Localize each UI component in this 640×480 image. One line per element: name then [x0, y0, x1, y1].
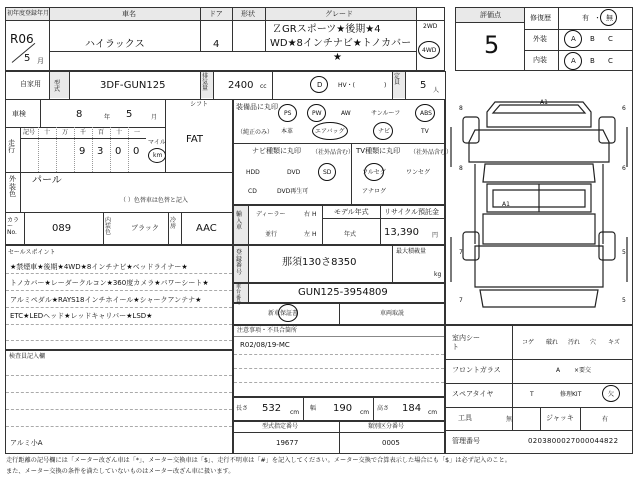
recycle-value: 13,390 [384, 227, 419, 238]
int-b: B [590, 57, 595, 65]
navi-dvd-play: DVD再生可 [277, 188, 309, 195]
navi-cd: CD [248, 188, 257, 195]
import-right: 右 [304, 211, 311, 218]
grade-line1: ＺGRスポーツ★後期★4 [272, 24, 381, 35]
sales-label: セールスポイント [8, 249, 56, 256]
import-dealer: ディーラー [256, 211, 286, 218]
sales-line-4: ETC★LEDヘッド★レッドキャリパー★LSD★ [10, 312, 153, 320]
name-label: 車名 [122, 10, 136, 18]
drive-2wd: 2WD [423, 23, 438, 30]
eq-ps: PS [284, 110, 292, 117]
diagram-7a: 7 [459, 249, 463, 256]
capacity-value: 5 [420, 80, 427, 91]
displacement-value: 2400 [228, 80, 254, 91]
tv-sub: （社外品含む） [410, 149, 453, 156]
repair-label: 修復歴 [530, 14, 551, 22]
tv-fullseg-circle [364, 163, 384, 181]
equipment-sub: （純正のみ） [237, 129, 274, 136]
sales-line-2: トノカバー★レーダークルコン★360度カメラ★パワーシート★ [10, 279, 209, 287]
mileage-digit-header: 千 [80, 129, 87, 136]
grade-line2: WD★8インチナビ★トノカバー [270, 38, 412, 49]
model-year-label: モデル年式 [334, 208, 369, 216]
interior-item-1: コゲ [522, 339, 535, 346]
color-code-label: カラーNo. [7, 217, 20, 236]
mileage-digit-header: 十 [44, 129, 51, 136]
color-code-value: 089 [52, 223, 72, 234]
new-cert-circle [278, 304, 298, 322]
model-label: 型式 [54, 80, 61, 93]
mileage-label: 走行 [8, 139, 15, 154]
eq-airbag: エアバッグ [315, 128, 345, 135]
tv-title: TV種類に丸印 [356, 147, 401, 155]
diagram-a1-top: A1 [540, 99, 548, 106]
repair-yes: 有 [582, 14, 589, 22]
model-value: 3DF-GUN125 [100, 80, 166, 91]
eq-navi-circle [373, 122, 393, 140]
notes-label: 注意事項・不具合箇所 [237, 327, 298, 334]
mileage-digit-header: 万 [62, 129, 69, 136]
mileage-digit: 9 [79, 146, 86, 157]
eq-abs-circle [415, 104, 435, 122]
interior-item-4: 穴 [590, 339, 597, 346]
inspection-month: 5 [126, 109, 133, 120]
diagram-6a: 6 [622, 105, 626, 112]
ext-label: 外装 [533, 35, 547, 43]
import-left-h: H [312, 231, 317, 238]
height-value: 184 [402, 403, 422, 414]
cc-unit: cc [260, 83, 267, 90]
capacity-label: 定員 [394, 73, 401, 86]
jack-label: ジャッキ [546, 414, 574, 422]
int-label: 内装 [533, 56, 547, 64]
person-unit: 人 [433, 87, 440, 94]
int-a: A [571, 57, 576, 65]
width-cm: cm [360, 409, 370, 416]
tv-oneseg: ワンセグ [406, 169, 431, 176]
repair-dot: ・ [594, 14, 601, 22]
diagram-8a: 8 [459, 105, 463, 112]
import-label: 輸入車 [236, 211, 243, 232]
eq-sunroof: サンルーフ [371, 110, 401, 117]
tools-label: 工具 [458, 414, 472, 422]
ext-c: C [608, 35, 613, 43]
spare-t: T [530, 391, 534, 398]
recycle-label: リサイクル預託金 [384, 208, 440, 216]
mileage-digit-header: 十 [116, 129, 123, 136]
navi-sd-circle [318, 163, 336, 181]
plate-label: 登録番号 [236, 249, 243, 276]
height-cm: cm [428, 409, 438, 416]
eq-navi: ナビ [378, 128, 391, 135]
inspection-year-unit: 年 [104, 114, 111, 121]
door-label: ドア [209, 10, 223, 18]
interior-item-2: 破れ [546, 339, 559, 346]
inspection-month-unit: 月 [151, 114, 158, 121]
first-reg-era: R06 [10, 32, 34, 46]
ac-label: 冷房 [170, 217, 177, 230]
diagram-5b: 5 [622, 297, 626, 304]
navi-sd: SD [323, 169, 332, 176]
first-reg-label: 初年度登録年月 [7, 10, 50, 17]
height-label: 高さ [377, 405, 390, 412]
inspection-label: 車検 [12, 110, 26, 118]
int-color-label: 内装色 [105, 217, 112, 236]
eq-tv: TV [421, 128, 429, 135]
int-a-circle [564, 52, 582, 70]
max-load-label: 最大積載量 [396, 248, 427, 255]
width-value: 190 [333, 403, 353, 414]
fuel-close: ) [384, 82, 387, 89]
type-no-label: 型式指定番号 [262, 423, 299, 430]
import-parallel: 並行 [265, 231, 278, 238]
diagram-7b: 7 [459, 297, 463, 304]
model-year-unit: 年式 [344, 231, 357, 238]
spare-missing-circle [602, 385, 620, 402]
sales-line-3: アルミペダル★RAYS18インチホイール★シャークアンテナ★ [10, 296, 202, 304]
class-no-value: 0005 [382, 439, 400, 447]
interior-item-3: 汚れ [568, 339, 581, 346]
length-value: 532 [262, 403, 282, 414]
notes-value: R02/08/19-MC [240, 341, 290, 349]
glass-label: フロントガラス [452, 366, 501, 374]
type-no-value: 19677 [276, 439, 299, 447]
navi-sub: （社外品含む） [312, 149, 355, 156]
navi-hdd: HDD [246, 169, 260, 176]
ext-b: B [590, 35, 595, 43]
inspection-year: 8 [76, 109, 83, 120]
drive-4wd-circle [418, 41, 440, 59]
kg-unit: kg [434, 271, 442, 278]
spare-missing: 欠 [608, 391, 615, 398]
eq-pw: PW [312, 110, 322, 117]
ac-value: AAC [196, 223, 217, 234]
int-c: C [608, 57, 613, 65]
drive-4wd: 4WD [422, 47, 437, 54]
repair-no-circle [600, 9, 617, 26]
footer-line-1: 走行距離の記号欄には「メーター改ざん車は「*」、メーター交換車は「$」、走行不明車は「#」を記入してください。メーター交換で合算表示した場合にも「$」は必ず記入のこと。 [6, 457, 511, 464]
exterior-label: 外装色 [9, 175, 16, 199]
grade-label: グレード [325, 10, 353, 18]
new-cert-label: 新車保証書 [268, 310, 299, 317]
width-label: 幅 [310, 405, 317, 412]
eq-ps-circle [278, 104, 297, 122]
import-left: 左 [304, 231, 311, 238]
shift-value: FAT [186, 134, 204, 145]
month-unit: 月 [37, 57, 44, 65]
mileage-digit: 3 [97, 146, 104, 157]
repair-no: 無 [606, 14, 613, 22]
mileage-digit-header: 一 [134, 129, 141, 136]
interior-label: 室内シート [452, 334, 480, 352]
fuel-hv: HV・( [338, 82, 355, 89]
km-label: km [153, 152, 163, 159]
car-diagram [445, 72, 633, 325]
fuel-d: D [317, 81, 323, 89]
eq-aw: AW [341, 110, 351, 117]
inspector-label: 検査員記入欄 [9, 353, 46, 360]
ext-a: A [571, 35, 576, 43]
ext-a-circle [564, 30, 582, 48]
equipment-label: 装備品に丸印 [236, 103, 278, 111]
mgmt-value: 0203800027000044822 [528, 437, 619, 445]
diagram-6b: 6 [622, 165, 626, 172]
glass-a: A [556, 367, 561, 374]
car-name: ハイラックス [85, 39, 145, 50]
navi-dvd: DVD [287, 169, 301, 176]
grade-line3: ★ [333, 52, 342, 63]
int-color-value: ブラック [131, 224, 159, 232]
shape-label: 形状 [241, 10, 255, 18]
navi-title: ナビ種類に丸印 [252, 147, 301, 155]
glass-replace: ×要交 [574, 367, 592, 374]
exterior-note: （ ）色替車は色替と記入 [120, 197, 188, 204]
score-label: 評価点 [480, 11, 501, 19]
mileage-digit-header: 記号 [23, 129, 36, 136]
km-circle [148, 148, 166, 163]
displacement-label: 排気量 [202, 73, 209, 92]
chassis-value: GUN125-3954809 [298, 287, 388, 298]
manual-label: 車両取説 [380, 310, 405, 317]
chassis-label: 車台番号 [236, 284, 242, 306]
spare-label: スペアタイヤ [452, 390, 494, 398]
sales-line-1: ★禁煙車★後期★4WD★8インチナビ★ベッドライナー★ [10, 263, 188, 271]
doors-value: 4 [213, 39, 220, 50]
fuel-d-circle [310, 76, 328, 93]
jack-value: 有 [602, 416, 609, 423]
spare-kit: 修理KIT [560, 391, 582, 398]
eq-leather: 本革 [281, 128, 294, 135]
eq-abs: ABS [420, 110, 432, 117]
mileage-digit-header: 百 [98, 129, 105, 136]
diagram-a1-mid: A1 [502, 201, 510, 208]
mileage-digit: 0 [133, 146, 140, 157]
mile-label: マイル [148, 139, 166, 146]
length-cm: cm [290, 409, 300, 416]
usage: 自家用 [20, 80, 41, 88]
inspector-bottom: アルミ小A [10, 439, 43, 447]
mileage-digit: 0 [115, 146, 122, 157]
length-label: 長さ [236, 405, 249, 412]
shift-label: シフト [190, 101, 209, 108]
exterior-color: パール [32, 175, 62, 186]
footer-line-2: また、メーター交換の条件を満たしていないものはメーター改ざん車に扱います。 [6, 468, 235, 475]
yen-unit: 円 [432, 232, 439, 239]
tv-analog: アナログ [362, 188, 387, 195]
eq-airbag-circle [312, 122, 348, 140]
import-right-h: H [312, 211, 317, 218]
diagram-5a: 5 [622, 249, 626, 256]
mgmt-label: 管理番号 [452, 437, 480, 445]
class-no-label: 類別区分番号 [368, 423, 405, 430]
eq-pw-circle [307, 104, 326, 122]
plate-value: 那須130さ8350 [282, 257, 357, 268]
tv-fullseg: フルセグ [362, 169, 386, 176]
score-value: 5 [484, 31, 500, 59]
first-reg-month: 5 [24, 53, 31, 64]
interior-item-5: キズ [608, 339, 620, 346]
tools-value: 無 [506, 416, 513, 423]
diagram-8b: 8 [459, 165, 463, 172]
